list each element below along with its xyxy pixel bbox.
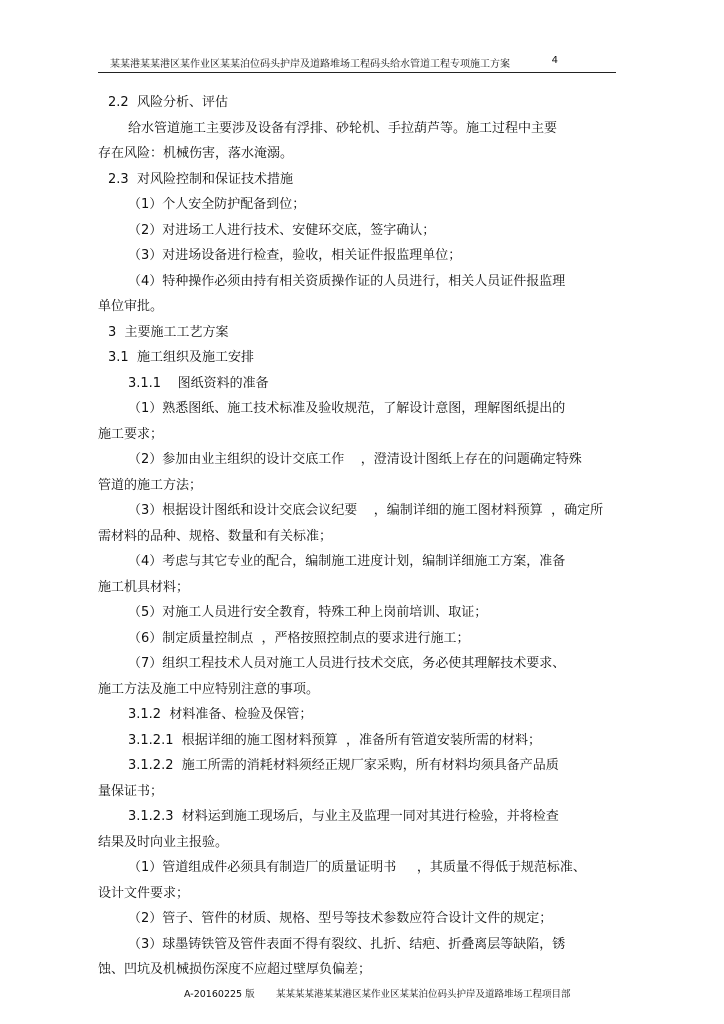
clause-item: 3.1.2.3 材料运到施工现场后，与业主及监理一同对其进行检验，并将检查 <box>128 809 559 824</box>
list-item-continuation: 单位审批。 <box>98 299 164 314</box>
header-title: 某某港某某港区某作业区某某泊位码头护岸及道路堆场工程码头给水管道工程专项施工方案 <box>110 59 510 70</box>
clause-continuation: 结果及时向业主报验。 <box>98 835 229 850</box>
list-item-continuation: 施工方法及施工中应特别注意的事项。 <box>98 682 320 697</box>
section-heading: 2.2 风险分析、评估 <box>108 95 228 110</box>
section-heading: 3.1 施工组织及施工安排 <box>108 350 254 365</box>
list-item-continuation: 施工要求； <box>98 427 164 442</box>
paragraph-line: 存在风险：机械伤害，落水淹溺。 <box>98 146 294 161</box>
page-header <box>98 55 616 71</box>
list-item-continuation: 管道的施工方法； <box>98 478 203 493</box>
list-item: （2）管子、管件的材质、规格、型号等技术参数应符合设计文件的规定； <box>128 911 553 926</box>
list-item-continuation: 设计文件要求； <box>98 886 190 901</box>
subsection-heading: 3.1.1 图纸资料的准备 <box>128 376 269 391</box>
footer-version: A-20160225 版 <box>184 989 255 1000</box>
list-item: （3）球墨铸铁管及管件表面不得有裂纹、扎折、结疤、折叠离层等缺陷，锈 <box>128 937 566 952</box>
list-item: （6）制定质量控制点 ，严格按照控制点的要求进行施工； <box>128 631 470 646</box>
list-item-continuation: 蚀、凹坑及机械损伤深度不应超过壁厚负偏差； <box>98 962 372 977</box>
clause-item: 3.1.2.2 施工所需的消耗材料须经正规厂家采购，所有材料均须具备产品质 <box>128 758 559 773</box>
list-item: （2）对进场工人进行技术、安健环交底，签字确认； <box>128 223 436 238</box>
list-item: （1）熟悉图纸、施工技术标准及验收规范，了解设计意图，理解图纸提出的 <box>128 401 566 416</box>
list-item-continuation: 需材料的品种、规格、数量和有关标准； <box>98 529 333 544</box>
section-heading: 3 主要施工工艺方案 <box>108 325 229 340</box>
subsection-heading: 3.1.2 材料准备、检验及保管； <box>128 707 313 722</box>
list-item: （4）特种操作必须由持有相关资质操作证的人员进行，相关人员证件报监理 <box>128 274 566 289</box>
list-item: （1）管道组成件必须具有制造厂的质量证明书 ，其质量不得低于规范标准、 <box>128 860 586 875</box>
list-item: （7）组织工程技术人员对施工人员进行技术交底，务必使其理解技术要求、 <box>128 656 566 671</box>
list-item: （2）参加由业主组织的设计交底工作 ，澄清设计图纸上存在的问题确定特殊 <box>128 452 582 467</box>
list-item: （1）个人安全防护配备到位； <box>128 197 306 212</box>
page-number: 4 <box>551 55 558 66</box>
clause-item: 3.1.2.1 根据详细的施工图材料预算 ，准备所有管道安装所需的材料； <box>128 733 542 748</box>
list-item: （3）对进场设备进行检查，验收，相关证件报监理单位； <box>128 248 462 263</box>
header-rule <box>98 72 616 73</box>
list-item: （5）对施工人员进行安全教育，特殊工种上岗前培训、取证； <box>128 605 488 620</box>
paragraph-line: 给水管道施工主要涉及设备有浮排、砂轮机、手拉葫芦等。施工过程中主要 <box>128 121 558 136</box>
section-heading: 2.3 对风险控制和保证技术措施 <box>108 172 293 187</box>
list-item-continuation: 施工机具材料； <box>98 580 190 595</box>
list-item: （4）考虑与其它专业的配合，编制施工进度计划，编制详细施工方案，准备 <box>128 554 566 569</box>
footer-department: 某某某某港某某港区某作业区某某泊位码头护岸及道路堆场工程项目部 <box>276 989 571 1000</box>
clause-continuation: 量保证书； <box>98 784 164 799</box>
list-item: （3）根据设计图纸和设计交底会议纪要 ，编制详细的施工图材料预算 ，确定所 <box>128 503 604 518</box>
